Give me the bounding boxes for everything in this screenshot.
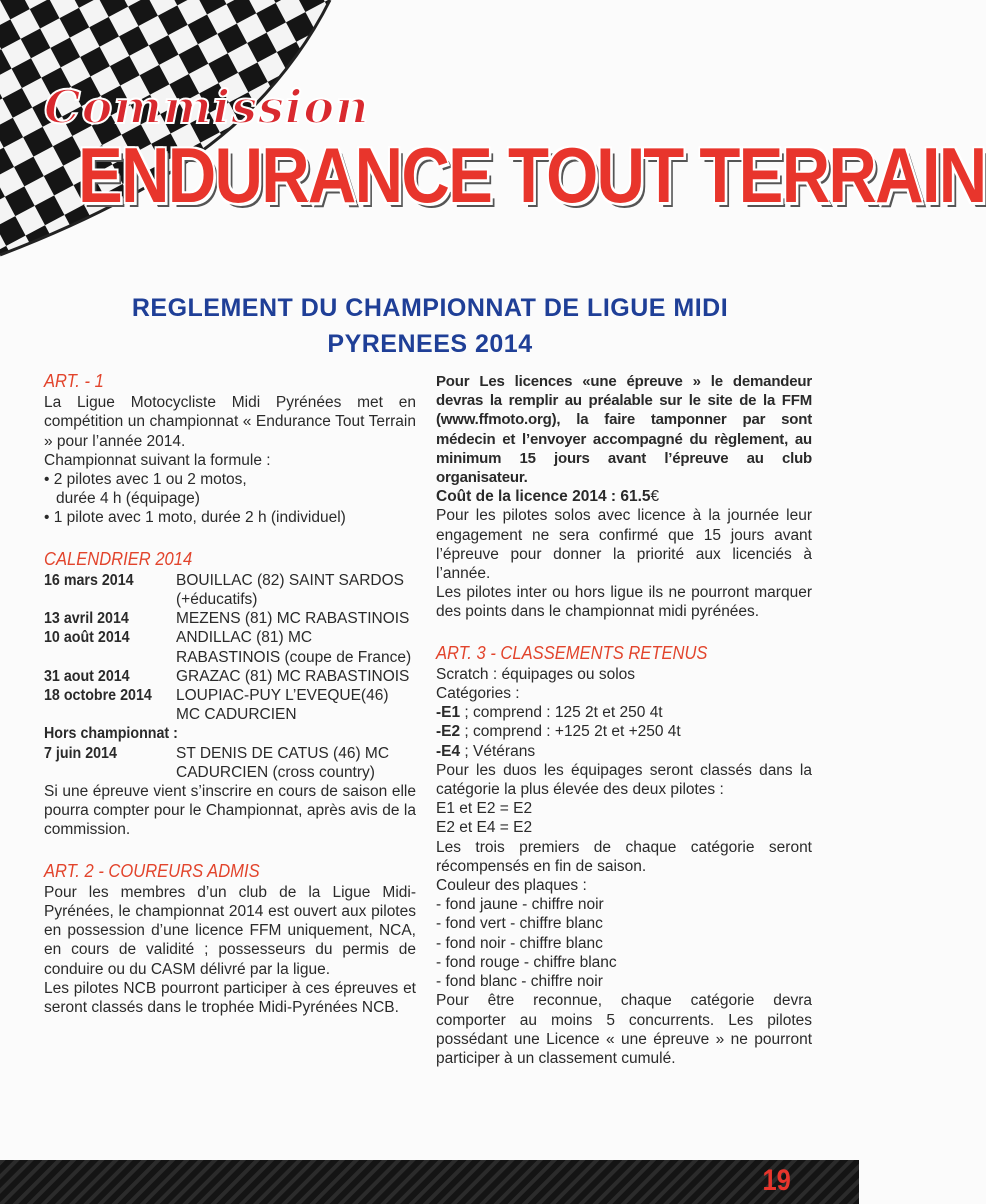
- calendar-date: 7 juin 2014: [44, 744, 117, 762]
- art1-bullet-2: • 1 pilote avec 1 moto, durée 2 h (individuel): [44, 509, 346, 527]
- page-number: 19: [762, 1164, 791, 1197]
- calendar-heading: CALENDRIER 2014: [44, 548, 193, 569]
- rewards-paragraph: Les trois premiers de chaque catégorie seront récompensés en fin de saison.: [436, 838, 812, 875]
- calendar-row: [44, 686, 416, 724]
- art1-paragraph-1: La Ligue Motocycliste Midi Pyrénées met en compétition un championnat « Endurance Tout Terrain » pour l’année 2014.: [44, 394, 416, 450]
- calendar-date: 13 avril 2014: [44, 610, 129, 628]
- calendar-row: [44, 628, 416, 666]
- solo-pilots-paragraph: Pour les pilotes solos avec licence à la journée leur engagement ne sera confirmé que 15 jours avant l’épreuve pour donner la priorité aux licenciés à l’année.: [436, 507, 812, 583]
- category-code: -E1: [436, 704, 461, 722]
- licence-cost-currency: €: [650, 488, 660, 506]
- commission-title: Commission: [44, 80, 370, 134]
- art1-paragraph-2: Championnat suivant la formule :: [44, 451, 271, 469]
- right-column: [436, 372, 812, 1068]
- licence-instructions: Pour Les licences «une épreuve » le demandeur devras la remplir au préalable sur le site de la FFM (www.ffmoto.org), la faire tamponner par sont médecin et l’envoyer accompagné du règlement, au minimum 15 jours avant l’épreuve au club organisateur.: [436, 373, 812, 487]
- category-item: [436, 722, 812, 741]
- category-text: ; comprend : +125 2t et +250 4t: [460, 723, 681, 741]
- calendar-row: [44, 609, 416, 628]
- headline-line-2: PYRENEES 2014: [327, 330, 533, 358]
- left-column: [44, 372, 416, 1017]
- art2-paragraph-1: Pour les membres d’un club de la Ligue Midi-Pyrénées, le championnat 2014 est ouvert aux pilotes en possession d’une licence FFM uniquement, NCA, en cours de validité ; possesseurs du permis de conduire ou du CASM délivré par la ligue.: [44, 883, 416, 978]
- category-code: -E4: [436, 742, 461, 760]
- category-item: [436, 742, 812, 761]
- licence-cost: [436, 487, 812, 506]
- plate-color-item: - fond vert - chiffre blanc: [436, 915, 603, 933]
- plate-colors-label: Couleur des plaques :: [436, 877, 587, 895]
- category-item: [436, 703, 812, 722]
- main-title: ENDURANCE TOUT TERRAIN: [78, 131, 986, 219]
- calendar-place: LOUPIAC-PUY L’EVEQUE(46) MC CADURCIEN: [176, 687, 389, 724]
- calendar-date: 18 octobre 2014: [44, 687, 152, 705]
- categories-label: Catégories :: [436, 685, 520, 703]
- calendar-place: MEZENS (81) MC RABASTINOIS: [176, 610, 410, 628]
- plate-color-item: - fond blanc - chiffre noir: [436, 973, 603, 991]
- category-code: -E2: [436, 723, 461, 741]
- headline-line-1: REGLEMENT DU CHAMPIONNAT DE LIGUE MIDI: [131, 294, 729, 322]
- category-text: ; comprend : 125 2t et 250 4t: [460, 704, 663, 722]
- calendar-date: 16 mars 2014: [44, 571, 134, 589]
- plate-color-item: - fond jaune - chiffre noir: [436, 896, 604, 914]
- plate-color-item: - fond rouge - chiffre blanc: [436, 953, 617, 971]
- duos-paragraph: Pour les duos les équipages seront classés dans la catégorie la plus élevée des deux pilotes :: [436, 761, 812, 799]
- page-headline: [40, 290, 820, 362]
- art3-heading: ART. 3 - CLASSEMENTS RETENUS: [436, 642, 708, 663]
- art1-bullet-1-detail: durée 4 h (équipage): [56, 490, 200, 508]
- footer-pattern: [0, 1160, 859, 1204]
- calendar-date: 31 aout 2014: [44, 667, 130, 685]
- scratch-line: Scratch : équipages ou solos: [436, 665, 636, 683]
- calendar-place: ST DENIS DE CATUS (46) MC CADURCIEN (cross country): [176, 744, 390, 781]
- inter-pilots-paragraph: Les pilotes inter ou hors ligue ils ne pourront marquer des points dans le championnat midi pyrénées.: [436, 584, 812, 621]
- licence-cost-label: Coût de la licence 2014 : 61.5: [436, 488, 651, 506]
- final-paragraph: Pour être reconnue, chaque catégorie devra comporter au moins 5 concurrents. Les pilotes possédant une Licence « une épreuve » ne pourront participer à un classement cumulé.: [436, 992, 812, 1067]
- hors-championnat-label: Hors championnat :: [44, 725, 178, 743]
- calendar-row: [44, 667, 416, 686]
- art1-heading: ART. - 1: [44, 371, 104, 391]
- calendar-date: 10 août 2014: [44, 629, 130, 647]
- art2-paragraph-2: Les pilotes NCB pourront participer à ces épreuves et seront classés dans le trophée Midi-Pyrénées NCB.: [44, 979, 416, 1017]
- calendar-place: ANDILLAC (81) MC RABASTINOIS (coupe de France): [176, 629, 412, 666]
- art2-heading: ART. 2 - COUREURS ADMIS: [44, 860, 260, 881]
- category-text: ; Vétérans: [460, 742, 536, 760]
- calendar-place: GRAZAC (81) MC RABASTINOIS: [176, 667, 410, 685]
- equivalence-2: E2 et E4 = E2: [436, 819, 533, 837]
- footer-bar: [0, 1160, 859, 1204]
- equivalence-1: E1 et E2 = E2: [436, 800, 533, 818]
- calendar-row: [44, 744, 416, 782]
- calendar-note: Si une épreuve vient s’inscrire en cours de saison elle pourra compter pour le Championnat, après avis de la commission.: [44, 783, 416, 839]
- calendar-place: BOUILLAC (82) SAINT SARDOS (+éducatifs): [176, 571, 404, 609]
- calendar-row: [44, 571, 416, 609]
- plate-color-item: - fond noir - chiffre blanc: [436, 934, 603, 952]
- art1-bullet-1: • 2 pilotes avec 1 ou 2 motos,: [44, 471, 247, 489]
